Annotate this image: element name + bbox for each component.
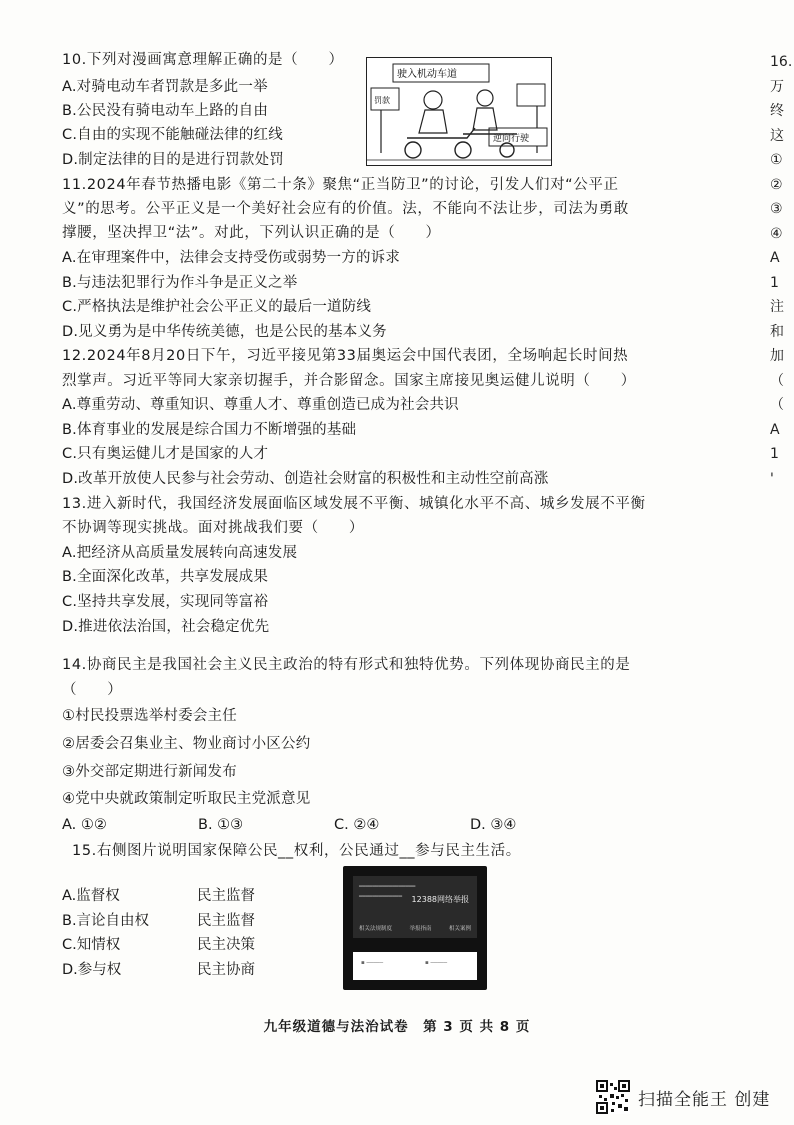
strip-char: 和 xyxy=(770,323,784,340)
q10-cartoon xyxy=(366,57,552,166)
q11-option-d: D.见义勇为是中华传统美德，也是公民的基本义务 xyxy=(62,324,387,340)
q14-choices xyxy=(62,817,606,833)
q14-item-3: ③外交部定期进行新闻发布 xyxy=(62,764,237,780)
q15-option-b-channel: 民主监督 xyxy=(197,912,255,929)
cartoon-sign-bottom: 逆向行驶 xyxy=(493,134,530,144)
strip-char: 终 xyxy=(770,103,784,119)
strip-char: （ xyxy=(770,372,784,389)
q14-item-1: ①村民投票选举村委会主任 xyxy=(62,708,237,724)
q12-option-c: C.只有奥运健儿才是国家的人才 xyxy=(62,446,269,462)
screenshot-title: 12388网络举报 xyxy=(411,895,469,904)
strip-char: ' xyxy=(770,470,774,487)
strip-char: A xyxy=(770,250,780,266)
q14-stem-line-2: （ ） xyxy=(62,682,123,698)
q10-option-c: C.自由的实现不能触碰法律的红线 xyxy=(62,127,283,143)
scanner-label: 扫描全能王 创建 xyxy=(638,1089,771,1110)
screenshot-bottom-panel xyxy=(353,952,477,980)
q10-stem: 10.下列对漫画寓意理解正确的是（ ） xyxy=(62,52,344,68)
q10-option-d: D.制定法律的目的是进行罚款处罚 xyxy=(62,152,284,168)
q11-option-a: A.在审理案件中，法律会支持受伤或弱势一方的诉求 xyxy=(62,250,401,266)
screenshot-tabs xyxy=(359,924,471,932)
q15-option-b xyxy=(62,909,255,934)
q14-choice-b: B. ①③ xyxy=(198,817,244,833)
q13-stem-line-1: 13.进入新时代，我国经济发展面临区域发展不平衡、城镇化水平不高、城乡发展不平衡 xyxy=(62,496,646,512)
next-column-fragment xyxy=(770,50,794,491)
q12-stem-line-1: 12.2024年8月20日下午，习近平接见第33届奥运会中国代表团，全场响起长时间热 xyxy=(62,348,629,364)
strip-char: 加 xyxy=(770,348,784,364)
cartoon-drawing xyxy=(367,58,551,165)
q15-option-a xyxy=(62,884,255,909)
screenshot-button-right: ▪ ───── xyxy=(425,960,448,966)
q12-option-d: D.改革开放使人民参与社会劳动、创造社会财富的积极性和主动性空前高涨 xyxy=(62,471,549,487)
strip-char: A xyxy=(770,421,780,438)
screenshot-header-line-2: ━━━━━━━━━━━━━ xyxy=(359,894,403,900)
q11-stem-line-1: 11.2024年春节热播电影《第二十条》聚焦“正当防卫”的讨论，引发人们对“公平正 xyxy=(62,177,619,193)
q15-options xyxy=(62,884,255,982)
q14-choice-d: D. ③④ xyxy=(470,817,517,833)
q15-option-c xyxy=(62,933,255,958)
screenshot-tab-2: 举报指南 xyxy=(409,926,432,932)
q15-report-screenshot xyxy=(343,866,487,990)
q15-option-d-channel: 民主协商 xyxy=(197,961,255,978)
q12-stem-line-2: 烈掌声。习近平等同大家亲切握手，并合影留念。国家主席接见奥运健儿说明（ ） xyxy=(62,373,636,389)
q15-option-c-right: C.知情权 xyxy=(62,937,121,953)
page-footer: 九年级道德与法治试卷 第 3 页 共 8 页 xyxy=(263,1019,531,1035)
strip-char: 这 xyxy=(770,127,784,144)
strip-char: ① xyxy=(770,152,783,168)
qr-code-icon xyxy=(596,1080,630,1114)
q15-option-a-right: A.监督权 xyxy=(62,888,120,904)
screenshot-tab-3: 相关案例 xyxy=(448,926,471,932)
q15-option-d xyxy=(62,958,255,983)
q15-option-b-right: B.言论自由权 xyxy=(62,912,150,929)
q15-option-a-channel: 民主监督 xyxy=(197,888,255,904)
strip-char: 1 xyxy=(770,446,779,462)
q13-option-c: C.坚持共享发展，实现同等富裕 xyxy=(62,594,269,610)
q10-option-a: A.对骑电动车者罚款是多此一举 xyxy=(62,79,268,95)
screenshot-button-left: ▪ ───── xyxy=(361,960,384,966)
q12-option-a: A.尊重劳动、尊重知识、尊重人才、尊重创造已成为社会共识 xyxy=(62,397,459,413)
strip-char: （ xyxy=(770,397,784,413)
strip-char: 注 xyxy=(770,299,784,315)
screenshot-header-line: ━━━━━━━━━━━━━━━━━ xyxy=(359,884,416,890)
q13-option-d: D.推进依法治国，社会稳定优先 xyxy=(62,619,270,635)
strip-char: 万 xyxy=(770,78,784,95)
q15-option-c-channel: 民主决策 xyxy=(197,937,255,953)
q12-option-b: B.体育事业的发展是综合国力不断增强的基础 xyxy=(62,422,357,438)
cartoon-sign-top: 驶入机动车道 xyxy=(397,69,457,80)
q14-choice-a: A. ①② xyxy=(62,817,107,833)
screenshot-tab-1: 相关法规制度 xyxy=(359,926,393,932)
q11-stem-line-2: 义”的思考。公平正义是一个美好社会应有的价值。法，不能向不法让步，司法为勇敢 xyxy=(62,201,629,217)
q10-option-b: B.公民没有骑电动车上路的自由 xyxy=(62,103,269,119)
strip-char: ② xyxy=(770,176,783,193)
q13-option-a: A.把经济从高质量发展转向高速发展 xyxy=(62,545,298,561)
cartoon-sign-left: 罚款 xyxy=(374,96,390,105)
q14-item-2: ②居委会召集业主、物业商讨小区公约 xyxy=(62,736,311,752)
q14-item-4: ④党中央就政策制定听取民主党派意见 xyxy=(62,791,311,807)
q13-stem-line-2: 不协调等现实挑战。面对挑战我们要（ ） xyxy=(62,520,364,536)
q11-option-b: B.与违法犯罪行为作斗争是正义之举 xyxy=(62,275,298,291)
q11-stem-line-3: 撑腰，坚决捍卫“法”。对此，下列认识正确的是（ ） xyxy=(62,225,441,241)
q15-option-d-right: D.参与权 xyxy=(62,961,122,978)
q14-choice-c: C. ②④ xyxy=(334,817,380,833)
strip-char: 16. xyxy=(770,54,793,70)
q11-option-c: C.严格执法是维护社会公平正义的最后一道防线 xyxy=(62,299,372,315)
q13-option-b: B.全面深化改革，共享发展成果 xyxy=(62,569,269,585)
strip-char: 1 xyxy=(770,274,779,291)
scanner-watermark xyxy=(596,1080,770,1114)
screenshot-banner xyxy=(353,876,477,938)
q14-stem-line-1: 14.协商民主是我国社会主义民主政治的特有形式和独特优势。下列体现协商民主的是 xyxy=(62,657,631,673)
q15-stem: 15.右侧图片说明国家保障公民__权利，公民通过__参与民主生活。 xyxy=(72,843,521,859)
strip-char: ③ xyxy=(770,201,783,217)
strip-char: ④ xyxy=(770,225,783,242)
